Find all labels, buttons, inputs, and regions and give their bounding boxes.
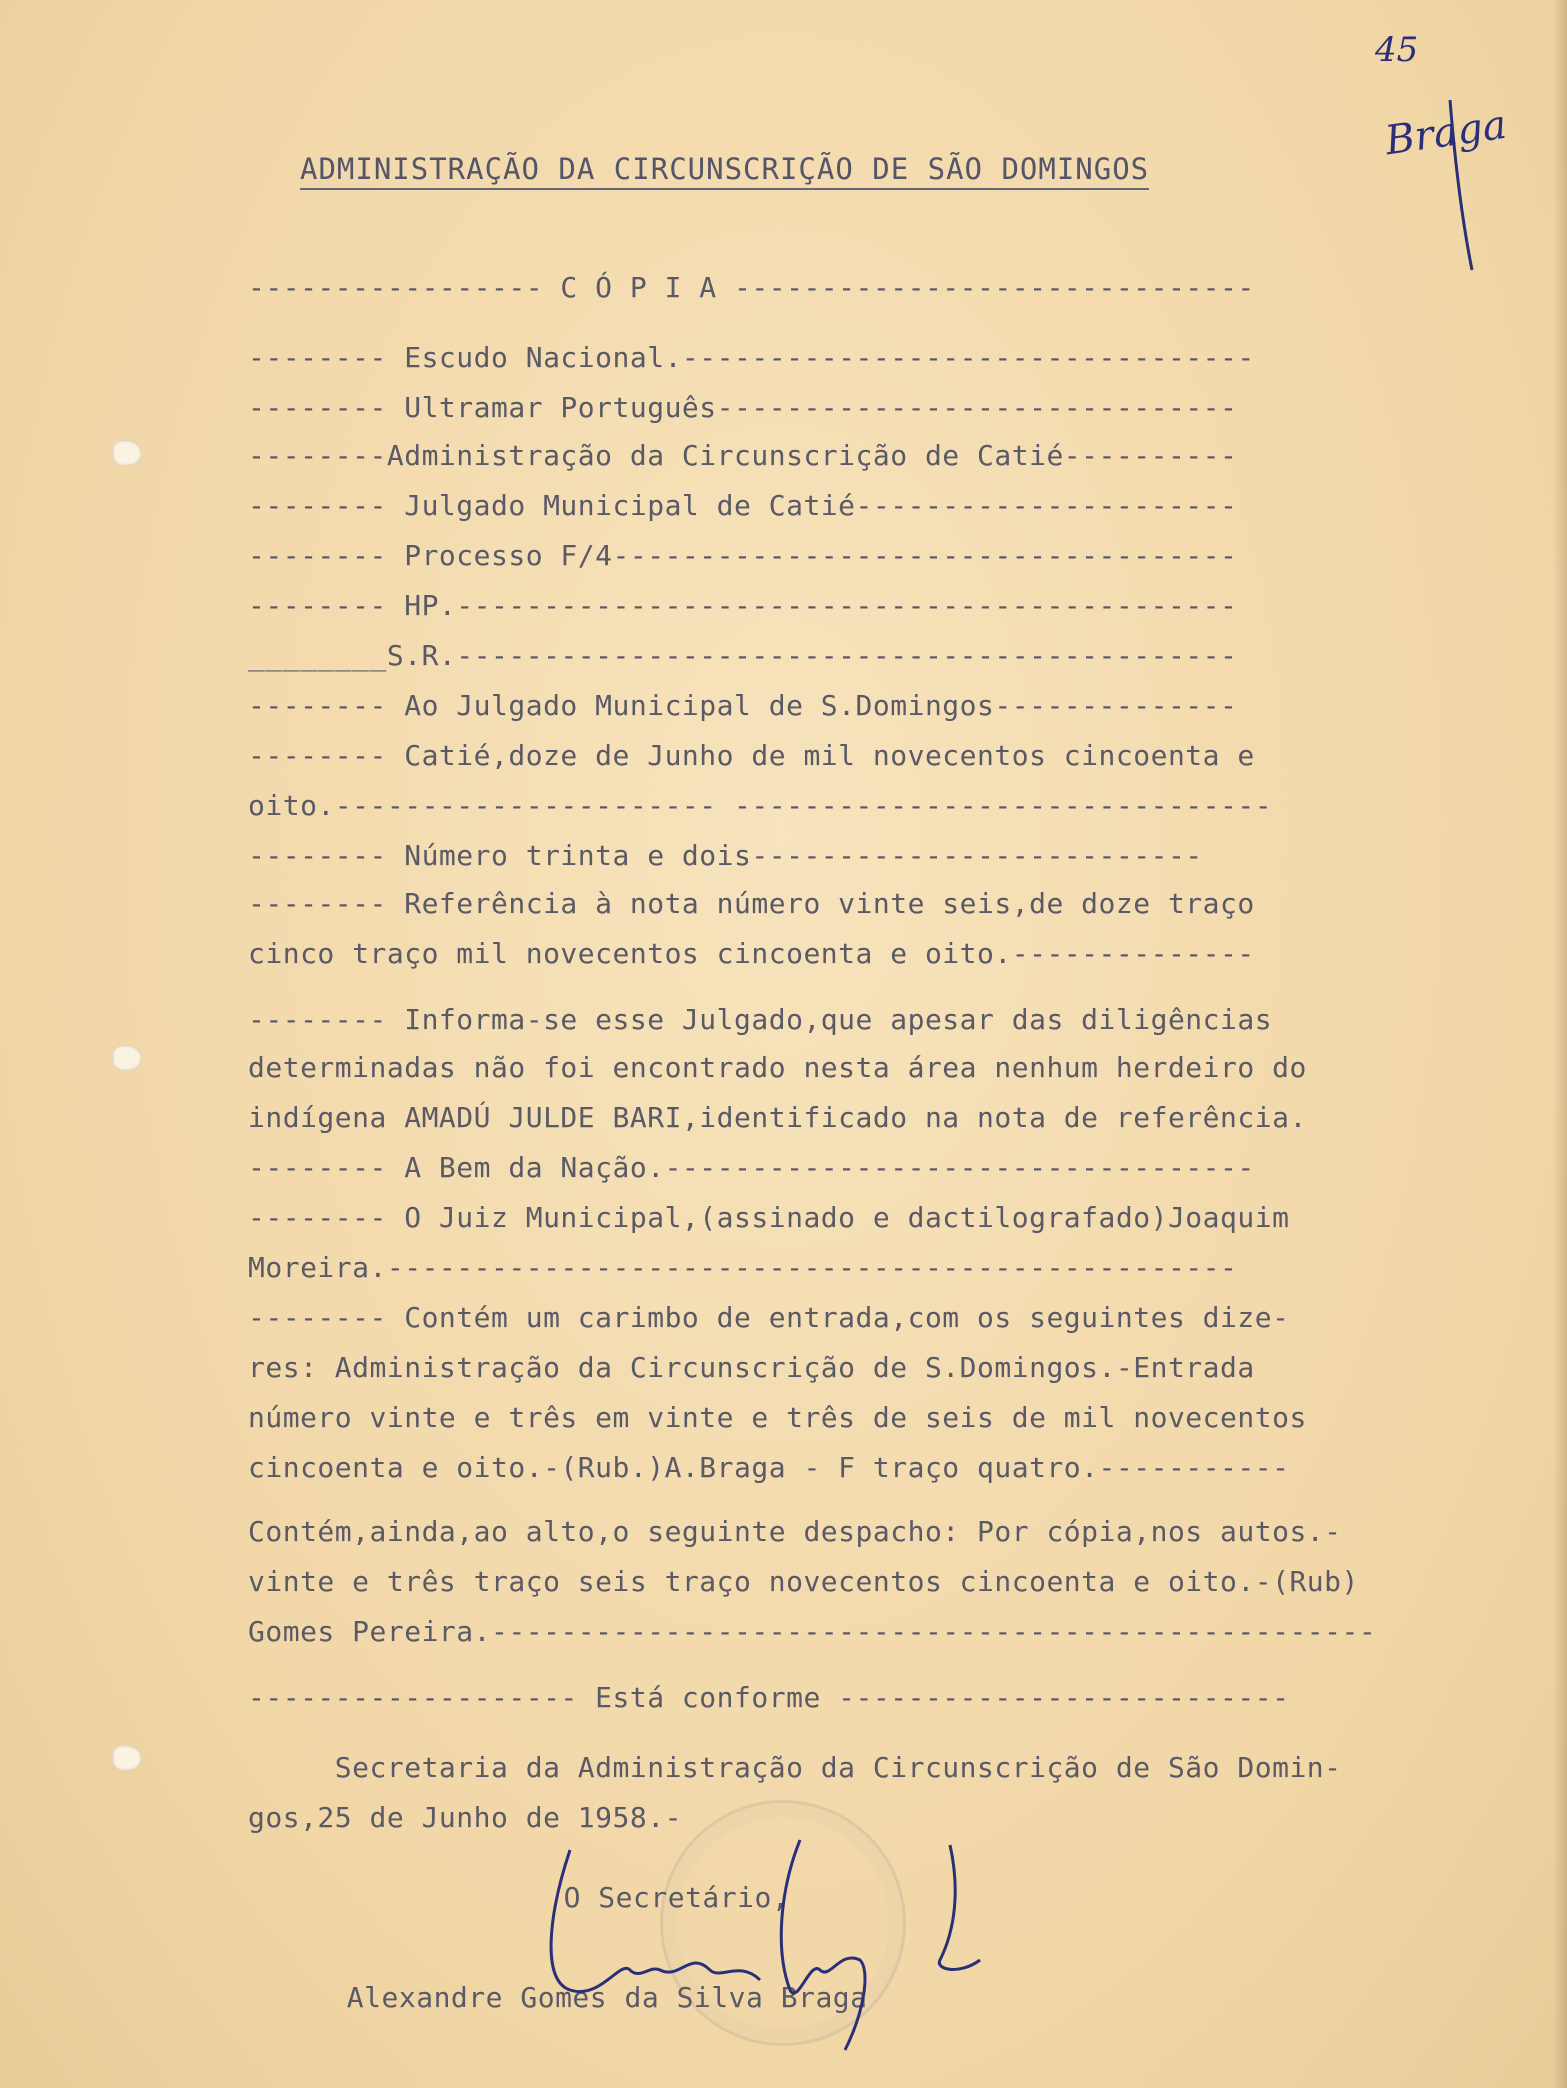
body-line: --------Administração da Circunscrição de Catié----------	[248, 439, 1238, 472]
body-line: ----------------- C Ó P I A ------------------------------	[248, 271, 1255, 304]
body-line: -------- Referência à nota número vinte seis,de doze traço	[248, 887, 1255, 920]
signatory-name: Alexandre Gomes da Silva Braga	[260, 1981, 868, 2014]
punch-hole-middle	[112, 1045, 142, 1071]
body-line: Secretaria da Administração da Circunscrição de São Domin-	[248, 1751, 1342, 1784]
body-line: -------- A Bem da Nação.----------------------------------	[248, 1151, 1255, 1184]
body-line: -------- Informa-se esse Julgado,que apesar das diligências	[248, 1003, 1273, 1036]
body-line: -------- Ao Julgado Municipal de S.Domingos--------------	[248, 689, 1238, 722]
body-line: -------- Processo F/4------------------------------------	[248, 539, 1238, 572]
margin-initials: Braga	[1382, 101, 1510, 165]
signatory-title: O Secretário,	[390, 1881, 790, 1914]
body-line: -------- Escudo Nacional.---------------------------------	[248, 341, 1255, 374]
body-line: oito.---------------------- -------------------------------	[248, 789, 1273, 822]
body-line: -------- Número trinta e dois--------------------------	[248, 839, 1203, 872]
body-line: cincoenta e oito.-(Rub.)A.Braga - F traço quatro.-----------	[248, 1451, 1290, 1484]
body-line: indígena AMADÚ JULDE BARI,identificado na nota de referência.	[248, 1101, 1307, 1134]
body-line: ------------------- Está conforme --------------------------	[248, 1681, 1290, 1714]
punch-hole-bottom	[112, 1745, 142, 1771]
body-line: Contém,ainda,ao alto,o seguinte despacho: Por cópia,nos autos.-	[248, 1515, 1342, 1548]
folio-number: 45	[1375, 30, 1419, 70]
body-line: número vinte e três em vinte e três de seis de mil novecentos	[248, 1401, 1307, 1434]
body-line: gos,25 de Junho de 1958.-	[248, 1801, 682, 1834]
body-line: res: Administração da Circunscrição de S.Domingos.-Entrada	[248, 1351, 1255, 1384]
margin-pen-stroke	[1420, 90, 1480, 280]
body-line: Moreira.-------------------------------------------------	[248, 1251, 1238, 1284]
body-line: -------- Catié,doze de Junho de mil novecentos cincoenta e	[248, 739, 1255, 772]
body-line: Gomes Pereira.---------------------------------------------------	[248, 1615, 1377, 1648]
body-line: -------- O Juiz Municipal,(assinado e dactilografado)Joaquim	[248, 1201, 1290, 1234]
body-line: -------- Julgado Municipal de Catié----------------------	[248, 489, 1238, 522]
punch-hole-top	[112, 440, 142, 466]
body-line: vinte e três traço seis traço novecentos cincoenta e oito.-(Rub)	[248, 1565, 1359, 1598]
body-line: ________S.R.---------------------------------------------	[248, 639, 1238, 672]
body-line: -------- Ultramar Português------------------------------	[248, 391, 1238, 424]
handwritten-signature	[540, 1830, 1000, 2070]
body-line: -------- Contém um carimbo de entrada,com os seguintes dize-	[248, 1301, 1290, 1334]
document-title: ADMINISTRAÇÃO DA CIRCUNSCRIÇÃO DE SÃO DOMINGOS	[300, 152, 1149, 190]
body-line: cinco traço mil novecentos cincoenta e oito.--------------	[248, 937, 1255, 970]
body-line: determinadas não foi encontrado nesta área nenhum herdeiro do	[248, 1051, 1307, 1084]
body-line: -------- HP.---------------------------------------------	[248, 589, 1238, 622]
page-edge-shadow	[1553, 0, 1567, 2088]
